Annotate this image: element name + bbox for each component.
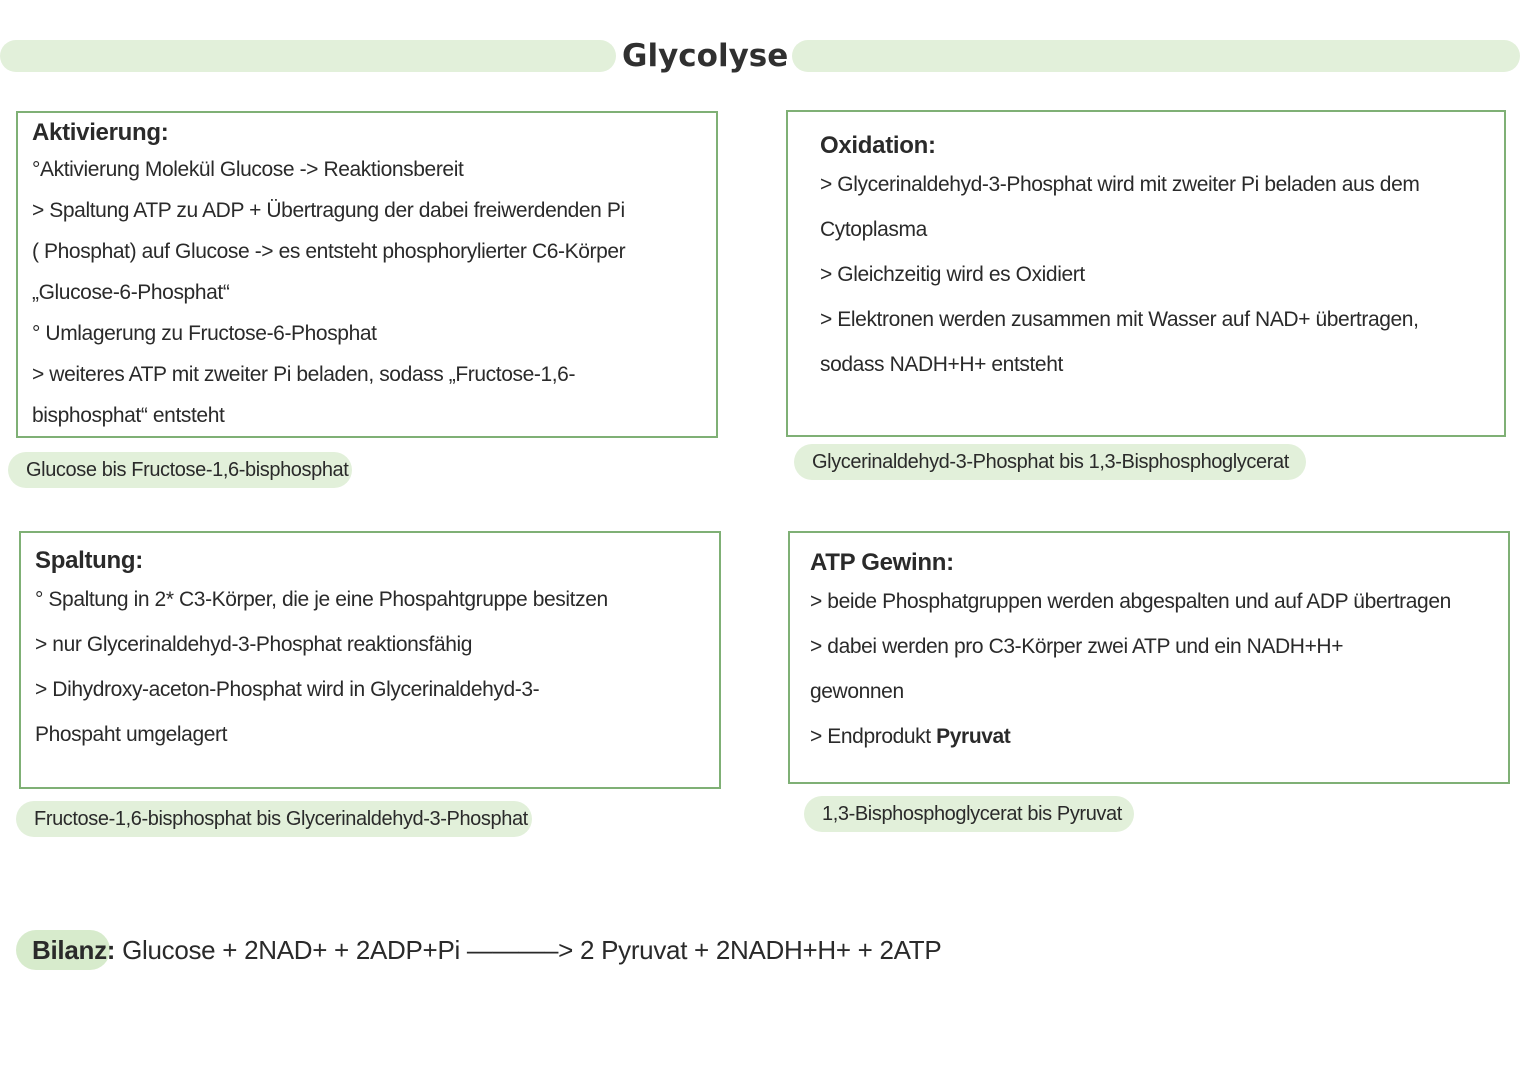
section-tag-aktivierung: Glucose bis Fructose-1,6-bisphosphat — [8, 452, 352, 488]
section-body — [810, 579, 1508, 759]
text-line: ° Spaltung in 2* C3-Körper, die je eine Phospahtgruppe besitzen — [35, 588, 608, 611]
section-atp-gewinn — [788, 531, 1510, 784]
bilanz-label: Bilanz: — [32, 935, 116, 965]
text-line: sodass NADH+H+ entsteht — [820, 353, 1063, 376]
text-line: Cytoplasma — [820, 218, 927, 241]
section-tag-atp-gewinn: 1,3-Bisphosphoglycerat bis Pyruvat — [804, 796, 1134, 832]
section-spaltung — [19, 531, 721, 789]
section-title: ATP Gewinn: — [810, 549, 954, 576]
header-band-left — [0, 40, 616, 72]
text-line: Phospaht umgelagert — [35, 723, 228, 746]
text-line: ° Umlagerung zu Fructose-6-Phosphat — [32, 322, 377, 345]
bilanz-right: 2 Pyruvat + 2NADH+H+ + 2ATP — [580, 935, 942, 965]
pyruvat-highlight: Pyruvat — [936, 725, 1011, 748]
text-line: > weiteres ATP mit zweiter Pi beladen, sodass „Fructose-1,6- — [32, 363, 576, 386]
header-band-right — [792, 40, 1520, 72]
section-title: Oxidation: — [820, 132, 936, 159]
text-line: > Gleichzeitig wird es Oxidiert — [820, 263, 1085, 286]
text-line: > Spaltung ATP zu ADP + Übertragung der dabei freiwerdenden Pi — [32, 199, 625, 222]
text-line: > Elektronen werden zusammen mit Wasser auf NAD+ übertragen, — [820, 308, 1419, 331]
text-line-prefix: > Endprodukt — [810, 725, 937, 748]
page-title: Glycolyse — [622, 38, 789, 74]
section-oxidation — [786, 110, 1506, 437]
section-tag-oxidation: Glycerinaldehyd-3-Phosphat bis 1,3-Bisphosphoglycerat — [794, 444, 1306, 480]
bilanz-arrow: ———–> — [466, 935, 574, 965]
text-line: > beide Phosphatgruppen werden abgespalten und auf ADP übertragen — [810, 590, 1451, 613]
section-title: Spaltung: — [35, 547, 143, 574]
text-line: °Aktivierung Molekül Glucose -> Reaktionsbereit — [32, 158, 464, 181]
section-body — [35, 577, 719, 757]
text-line: gewonnen — [810, 680, 904, 703]
bilanz-equation — [18, 928, 941, 972]
text-line: ( Phosphat) auf Glucose -> es entsteht phosphorylierter C6-Körper — [32, 240, 626, 263]
text-line: > nur Glycerinaldehyd-3-Phosphat reaktionsfähig — [35, 633, 473, 656]
text-line: > Glycerinaldehyd-3-Phosphat wird mit zweiter Pi beladen aus dem — [820, 173, 1420, 196]
section-aktivierung — [16, 111, 718, 438]
text-line — [810, 714, 1508, 759]
section-body — [820, 162, 1504, 387]
text-line: bisphosphat“ entsteht — [32, 404, 225, 427]
section-body — [32, 149, 716, 436]
section-tag-spaltung: Fructose-1,6-bisphosphat bis Glycerinaldehyd-3-Phosphat — [16, 801, 532, 837]
bilanz-left: Glucose + 2NAD+ + 2ADP+Pi — [122, 935, 460, 965]
text-line: > dabei werden pro C3-Körper zwei ATP und ein NADH+H+ — [810, 635, 1344, 658]
section-title: Aktivierung: — [32, 119, 169, 146]
text-line: „Glucose-6-Phosphat“ — [32, 281, 230, 304]
text-line: > Dihydroxy-aceton-Phosphat wird in Glycerinaldehyd-3- — [35, 678, 540, 701]
